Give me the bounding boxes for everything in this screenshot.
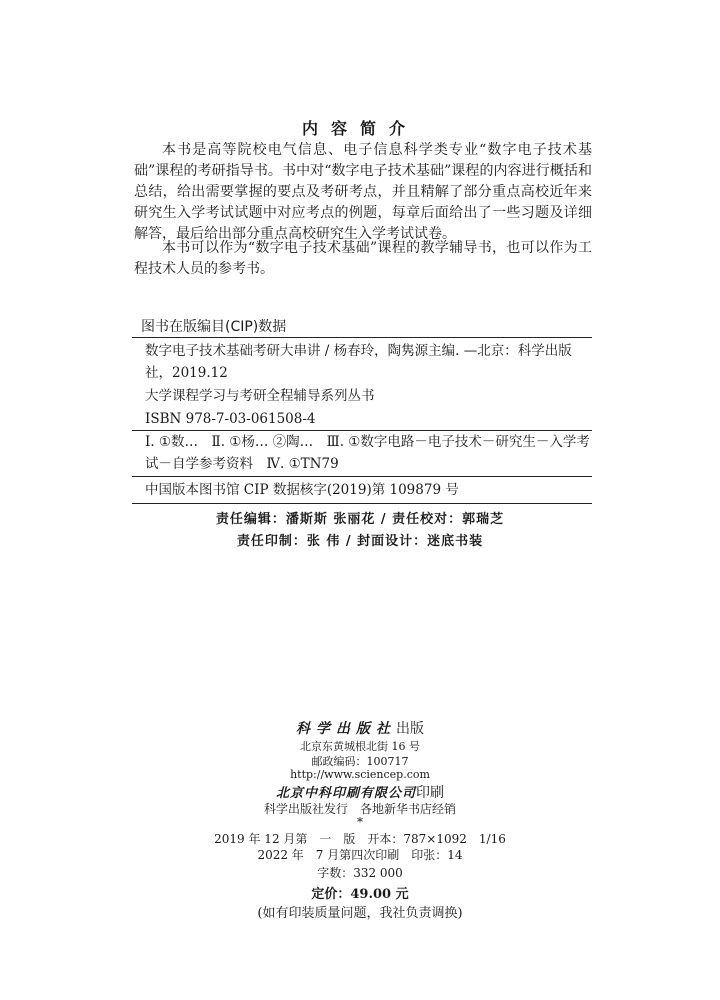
word-count: 字数：332 000 (317, 866, 403, 880)
price: 定价：49.00 元 (311, 887, 409, 902)
summary-title: 内容简介 (301, 119, 418, 138)
cip-entry: 数字电子技术基础考研大串讲 / 杨春玲，陶隽源主编. —北京：科学出版社，2019.12 (145, 343, 572, 381)
cip-top-rule (132, 337, 592, 338)
edition-line-1: 2019 年 12 月第 一 版 开本：787×1092 1/16 (214, 832, 506, 846)
cip-bottom-rule (132, 503, 592, 504)
publisher-line (0, 718, 720, 738)
cip-heading: 图书在版编目(CIP)数据 (141, 319, 287, 335)
credits-production: 责任印制：张 伟 / 封面设计：迷底书装 (236, 534, 484, 549)
summary-paragraph-1: 本书是高等院校电气信息、电子信息科学类专业“数字电子技术基础”课程的考研指导书。书中对“数字电子技术基础”课程的内容进行概括和总结，给出需要掌握的要点及考研考点，并且精解了部分重点高校近年来研究生入学考试试题中对应考点的例题，每章后面给出了一些习题及详细解答，最后给出部分重点高校研究生入学考试试卷。 (134, 142, 592, 242)
publisher-postcode: 邮政编码：100717 (311, 755, 409, 768)
cip-record: 中国版本图书馆 CIP 数据核字(2019)第 109879 号 (145, 482, 459, 498)
quality-notice: (如有印装质量问题，我社负责调换) (257, 906, 463, 921)
cip-classification: Ⅰ. ①数… Ⅱ. ①杨… ②陶… Ⅲ. ①数字电路－电子技术－研究生－入学考试－自学参考资料 Ⅳ. ①TN79 (145, 434, 590, 472)
printer-line (0, 782, 720, 802)
credits-editors: 责任编辑：潘斯斯 张丽花 / 责任校对：郭瑞芝 (215, 512, 505, 527)
summary-paragraph-2: 本书可以作为“数字电子技术基础”课程的教学辅导书，也可以作为工程技术人员的参考书。 (134, 240, 592, 277)
printer-name: 北京中科印刷有限公司 (275, 786, 416, 801)
distribution: 科学出版社发行 各地新华书店经销 (263, 802, 456, 816)
separator-star: * (357, 815, 363, 829)
cip-isbn: ISBN 978-7-03-061508-4 (145, 411, 316, 427)
publisher-url: http://www.sciencep.com (290, 768, 430, 781)
publisher-address: 北京东黄城根北街 16 号 (300, 740, 420, 753)
cip-rule-3 (132, 476, 592, 477)
publisher-suffix: 出版 (396, 721, 424, 737)
printer-suffix: 印刷 (416, 785, 444, 801)
publisher-name: 科学出版社 (296, 721, 396, 737)
cip-series: 大学课程学习与考研全程辅导系列丛书 (145, 388, 375, 404)
edition-line-2: 2022 年 7 月第四次印刷 印张：14 (257, 848, 463, 862)
